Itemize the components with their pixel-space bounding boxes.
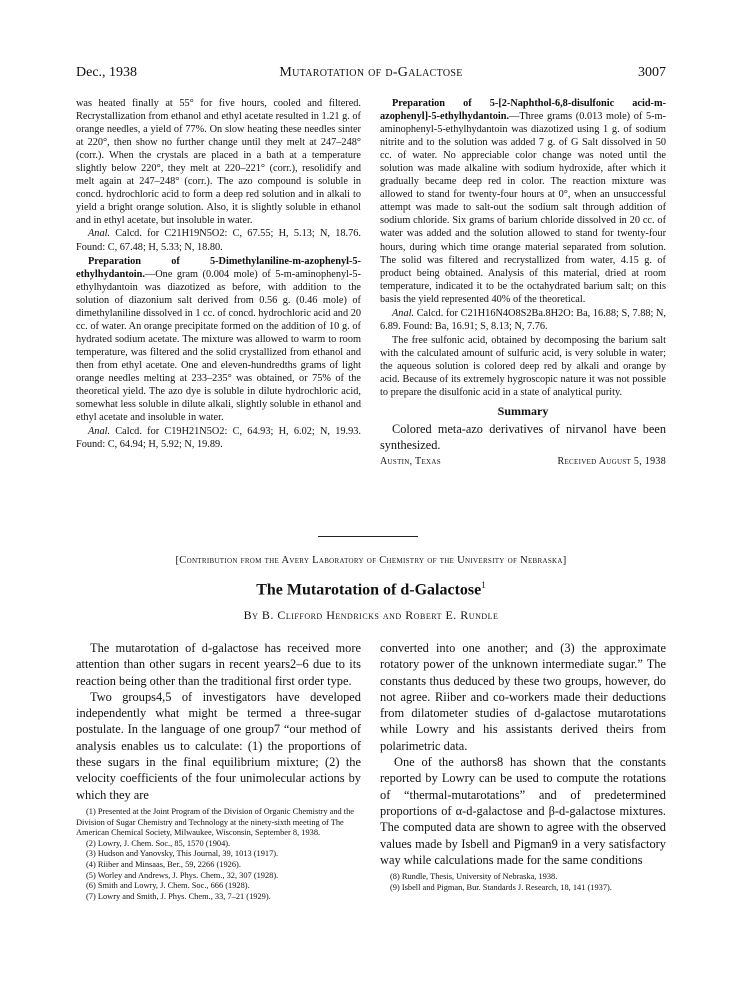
footnote: (8) Rundle, Thesis, University of Nebraska, 1938. bbox=[390, 872, 558, 882]
analysis-values: Calcd. for C19H21N5O2: C, 64.93; H, 6.02; N, 19.93. Found: C, 64.94; H, 5.92; N, 19.89. bbox=[76, 426, 362, 451]
anal-label: Anal. bbox=[88, 426, 111, 438]
paragraph: The mutarotation of d-galactose has received more attention than other sugars in recent years2–6 due to its reaction being other than the traditional first order type. bbox=[76, 641, 361, 688]
location: Austin, Texas bbox=[380, 456, 441, 468]
footnotes bbox=[76, 807, 361, 902]
paragraph: converted into one another; and (3) the approximate rotatory power of the unknown intermediate sugar.” The constants thus deduced by these two groups, however, do not agree. Riiber and co-workers made their deductions from dilatometer studies of d-galactose mutarotations while Lowry and his assistants derived theirs from polarimetric data. bbox=[380, 641, 666, 753]
footnote: (2) Lowry, J. Chem. Soc., 85, 1570 (1904). bbox=[86, 838, 231, 848]
analysis-line bbox=[380, 307, 666, 333]
title-text: The Mutarotation of d-Galactose bbox=[256, 581, 482, 599]
article-right-column bbox=[380, 640, 666, 893]
title-footnote-mark: 1 bbox=[481, 580, 486, 590]
footnote: (1) Presented at the Joint Program of the Division of Organic Chemistry and the Division of Sugar Chemistry and Technology at the ninety-sixth meeting of The American Chemical Society, Milwaukee, Wisconsin, September 8, 1938. bbox=[76, 806, 355, 838]
preparation-title: Preparation of 5-Dimethylaniline-m-azophenyl-5-ethylhydantoin. bbox=[76, 255, 361, 280]
summary-text: Colored meta-azo derivatives of nirvanol have been synthesized. bbox=[380, 422, 666, 453]
article-left-column bbox=[76, 640, 361, 902]
analysis-values: Calcd. for C21H19N5O2: C, 67.55; H, 5.13; N, 18.76. Found: C, 67.48; H, 5.33; N, 18.80. bbox=[76, 228, 362, 253]
contribution-line: [Contribution from the Avery Laboratory of Chemistry of the University of Nebraska] bbox=[175, 555, 567, 566]
footnote: (7) Lowry and Smith, J. Phys. Chem., 33, 7–21 (1929). bbox=[86, 891, 271, 901]
footnote: (6) Smith and Lowry, J. Chem. Soc., 666 (1928). bbox=[86, 881, 250, 891]
author-line: By B. Clifford Hendricks and Robert E. Rundle bbox=[243, 608, 499, 622]
page-number: 3007 bbox=[638, 65, 666, 80]
previous-article-left-column bbox=[76, 97, 361, 451]
preparation-text: —Three grams (0.013 mole) of 5-m-aminophenyl-5-ethylhydantoin was diazotized using 1 g. of sodium nitrite and to the solution was added 7 g. of G Salt dissolved in 50 cc. of water. No appreciable color change was noted until the solution was made alkaline with sodium hydroxide, after which it gradually became deep red in color. The reaction mixture was allowed to stand for twenty-four hours at 0°, when an unsuccessful attempt was made to salt-out the sodium salt through addition of sodium chloride. Six grams of barium chloride dissolved in 20 cc. of water was added and the solution allowed to stand for twenty-four hours, during which time orange material separated from solution. The solid was filtered and recrystallized from water, 4.15 g. of product being obtained. Analysis of this material, dried at room temperature, indicated it to be the octahydrated barium salt; on this basis the yield represented 40% of the theoretical. bbox=[380, 111, 666, 305]
header-date: Dec., 1938 bbox=[76, 65, 138, 80]
paragraph: was heated finally at 55° for five hours, cooled and filtered. Recrystallization from ethanol and ethyl acetate resulted in 1.21 g. of orange needles, a yield of 77%. On slow heating these needles sinter at 220°, then show no further change until they melt at 247–248° (corr.). When the crystals are placed in a bath at a temperature slightly below 220°, they melt at 220–221° (corr.), resolidify and melt again at 247–248° (corr.). The azo compound is soluble in concd. hydrochloric acid to form a deep red solution and in alkali to yield a bright orange solution. Also, it is slightly soluble in ethanol and in ethyl acetate, but insoluble in water. bbox=[76, 98, 361, 227]
preparation-paragraph bbox=[76, 255, 361, 425]
signature-line bbox=[380, 455, 666, 468]
footnote: (3) Hudson and Yanovsky, This Journal, 39, 1013 (1917). bbox=[86, 849, 279, 859]
header-title: Mutarotation of d-Galactose bbox=[279, 65, 463, 80]
analysis-line bbox=[76, 425, 361, 451]
summary-heading: Summary bbox=[497, 404, 549, 419]
footnote: (5) Worley and Andrews, J. Phys. Chem., 32, 307 (1928). bbox=[86, 870, 279, 880]
preparation-text: —One gram (0.004 mole) of 5-m-aminophenyl-5-ethylhydantoin was diazotized as before, with addition to the solution of diazonium salt derived from 0.56 g. (0.46 mole) of dimethylaniline dissolved in 1 cc. of concd. hydrochloric acid and 20 cc. of water. An orange precipitate formed on the addition of 10 g. of hydrated sodium acetate. The mixture was allowed to warm to room temperature, was filtered and the solid crystallized from ethanol and then from ethyl acetate. One and eleven-hundredths grams of light orange needles melting at 233–235° was obtained, or 75% of the theoretical yield. The azo dye is soluble in dilute hydrochloric acid, somewhat less soluble in dilute alkali, slightly soluble in ethanol and ethyl acetate and insoluble in water. bbox=[76, 268, 361, 424]
preparation-title: Preparation of 5-[2-Naphthol-6,8-disulfonic acid-m-azophenyl]-5-ethylhydantoin. bbox=[380, 98, 666, 123]
running-header bbox=[76, 65, 666, 83]
analysis-line bbox=[76, 227, 361, 253]
anal-label: Anal. bbox=[88, 228, 111, 240]
section-divider bbox=[318, 536, 418, 537]
footnote: (4) Riiber and Minsaas, Ber., 59, 2266 (1926). bbox=[86, 859, 241, 869]
received-date: Received August 5, 1938 bbox=[557, 456, 666, 468]
paragraph: Two groups4,5 of investigators have developed independently what might be termed a three-sugar postulate. In the language of one group7 “our method of analysis enables us to calculate: (1) the proportions of these sugars in the final equilibrium mixture; (2) the velocity coefficients of the four unimolecular actions by which they are bbox=[76, 689, 361, 802]
footnotes bbox=[380, 872, 666, 893]
article-title bbox=[76, 580, 666, 599]
paragraph: The free sulfonic acid, obtained by decomposing the barium salt with the calculated amount of sulfuric acid, is very soluble in water; the aqueous solution is colored deep red by alkali and orange by acid. Because of its extremely hygroscopic nature it was not possible to prepare the disulfonic acid in a state of analytical purity. bbox=[380, 334, 666, 399]
footnote: (9) Isbell and Pigman, Bur. Standards J. Research, 18, 141 (1937). bbox=[390, 882, 612, 892]
paragraph: One of the authors8 has shown that the constants reported by Lowry can be used to compute the rotations of “thermal-mutarotations” and of predetermined proportions of α-d-galactose and β-d-galactose mixtures. The computed data are shown to agree with the observed values made by Isbell and Pigman9 in a very satisfactory way while calculations made for the same conditions bbox=[380, 755, 666, 867]
anal-label: Anal. bbox=[392, 307, 415, 319]
preparation-paragraph bbox=[380, 97, 666, 306]
analysis-values: Calcd. for C21H16N4O8S2Ba.8H2O: Ba, 16.88; S, 7.88; N, 6.89. Found: Ba, 16.91; S, 8.13; N, 7.76. bbox=[380, 307, 667, 332]
previous-article-right-column bbox=[380, 97, 666, 468]
